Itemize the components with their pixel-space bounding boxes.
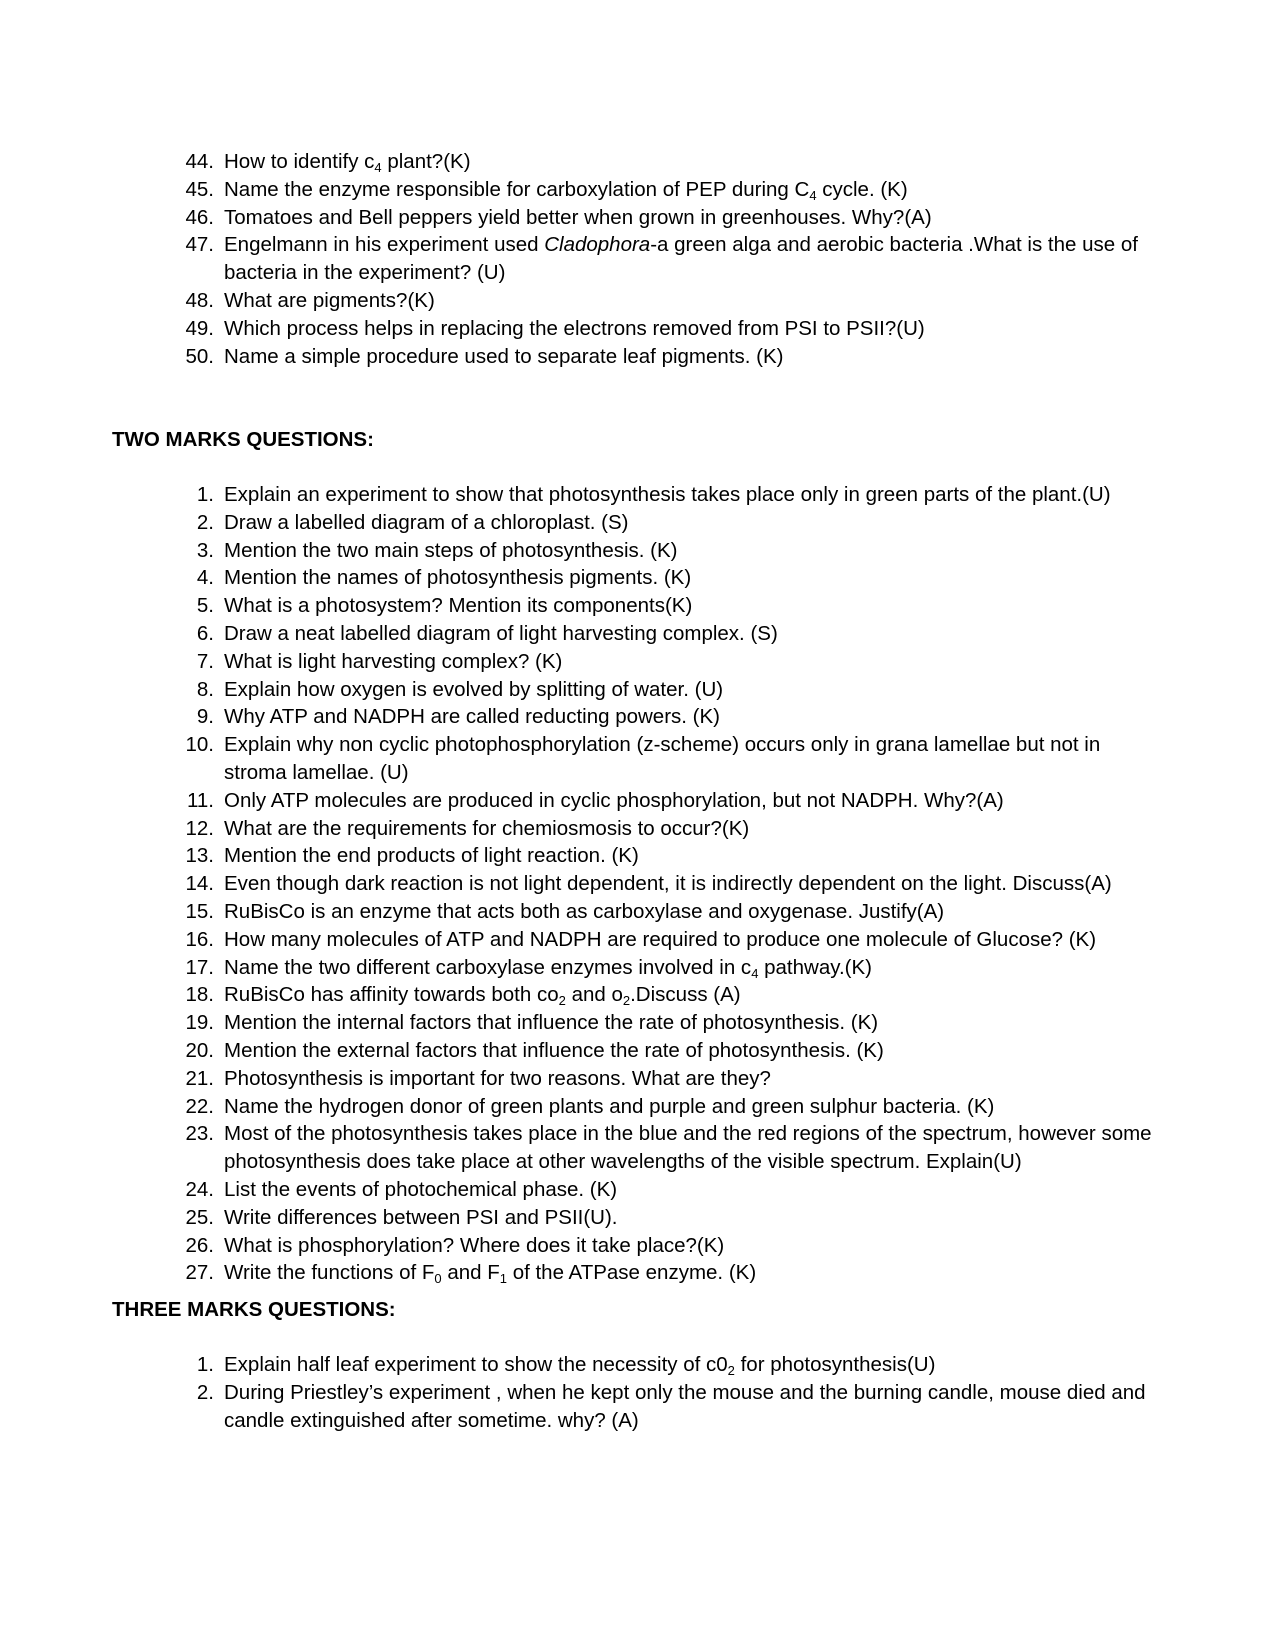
text-run: What are pigments?(K) — [224, 288, 435, 312]
question-text — [224, 148, 1164, 176]
text-run: Mention the two main steps of photosynthesis. (K) — [224, 538, 678, 562]
question-number: 14. — [185, 872, 214, 896]
text-run: Name a simple procedure used to separate leaf pigments. (K) — [224, 344, 784, 368]
question-number: 45. — [185, 177, 214, 201]
question-item — [0, 1120, 1275, 1176]
question-number: 23. — [185, 1122, 214, 1146]
subscript: 4 — [751, 965, 759, 981]
question-text — [224, 898, 1164, 926]
text-run: Tomatoes and Bell peppers yield better when grown in greenhouses. Why?(A) — [224, 205, 932, 229]
question-text — [224, 620, 1164, 648]
question-text — [224, 1204, 1164, 1232]
question-item — [0, 898, 1275, 926]
question-text — [224, 231, 1164, 287]
question-text — [224, 648, 1164, 676]
text-run: Name the two different carboxylase enzymes involved in c — [224, 955, 752, 979]
text-run: What is phosphorylation? Where does it take place?(K) — [224, 1233, 725, 1257]
question-text — [224, 315, 1164, 343]
question-text — [224, 1009, 1164, 1037]
subscript: 0 — [434, 1271, 442, 1287]
question-number: 18. — [185, 983, 214, 1007]
question-number: 5. — [196, 594, 214, 618]
question-item — [0, 842, 1275, 870]
question-text — [224, 1259, 1164, 1287]
text-run: .Discuss (A) — [630, 983, 741, 1007]
question-number: 2. — [196, 510, 214, 534]
question-text — [224, 954, 1164, 982]
question-number: 49. — [185, 316, 214, 340]
question-number: 7. — [196, 649, 214, 673]
question-text — [224, 592, 1164, 620]
text-run: and o — [565, 983, 623, 1007]
question-item — [0, 315, 1275, 343]
question-text — [224, 537, 1164, 565]
question-item — [0, 926, 1275, 954]
question-item — [0, 592, 1275, 620]
question-item — [0, 204, 1275, 232]
question-text — [224, 731, 1164, 787]
text-run: Mention the end products of light reaction. (K) — [224, 844, 639, 868]
question-text — [224, 1093, 1164, 1121]
question-text — [224, 204, 1164, 232]
question-list-continued — [0, 148, 1275, 370]
text-run: RuBisCo is an enzyme that acts both as carboxylase and oxygenase. Justify(A) — [224, 899, 945, 923]
question-number: 17. — [185, 955, 214, 979]
question-item — [0, 676, 1275, 704]
question-number: 44. — [185, 150, 214, 173]
question-item — [0, 509, 1275, 537]
text-run: Mention the external factors that influence the rate of photosynthesis. (K) — [224, 1038, 884, 1062]
text-run: Explain why non cyclic photophosphorylation (z-scheme) occurs only in grana lamellae but not in stroma lamellae. (U) — [224, 733, 1101, 784]
question-item — [0, 1379, 1275, 1435]
question-number: 9. — [196, 705, 214, 729]
question-text — [224, 1037, 1164, 1065]
question-number: 22. — [185, 1094, 214, 1118]
question-text — [224, 1176, 1164, 1204]
question-text — [224, 343, 1164, 371]
question-item — [0, 981, 1275, 1009]
text-run: Which process helps in replacing the electrons removed from PSI to PSII?(U) — [224, 316, 925, 340]
subscript: 4 — [374, 160, 382, 175]
question-item — [0, 703, 1275, 731]
question-list-three-marks — [0, 1351, 1275, 1434]
question-number: 1. — [196, 1353, 214, 1376]
text-run: Draw a neat labelled diagram of light harvesting complex. (S) — [224, 621, 778, 645]
question-number: 47. — [185, 233, 214, 257]
question-item — [0, 870, 1275, 898]
question-text — [224, 1065, 1164, 1093]
question-item — [0, 1259, 1275, 1287]
text-run: Engelmann in his experiment used — [224, 233, 545, 257]
text-run: Explain how oxygen is evolved by splitting of water. (U) — [224, 677, 724, 701]
question-item — [0, 481, 1275, 509]
question-item — [0, 1204, 1275, 1232]
text-run: Most of the photosynthesis takes place in the blue and the red regions of the spectrum, however some photosynthesis does take place at other wavelengths of the visible spectrum. Explain(U) — [224, 1122, 1152, 1174]
italic-term: Cladophora — [544, 233, 651, 257]
question-number: 2. — [196, 1380, 214, 1404]
question-item — [0, 1351, 1275, 1379]
subscript: 2 — [558, 993, 566, 1009]
question-number: 48. — [185, 288, 214, 312]
text-run: Mention the names of photosynthesis pigments. (K) — [224, 566, 692, 590]
text-run: How to identify c — [224, 150, 375, 173]
question-text — [224, 287, 1164, 315]
text-run: What are the requirements for chemiosmosis to occur?(K) — [224, 816, 750, 840]
question-number: 8. — [196, 677, 214, 701]
question-number: 46. — [185, 205, 214, 229]
subscript: 1 — [499, 1271, 507, 1287]
text-run: and F — [441, 1261, 500, 1285]
question-item — [0, 1176, 1275, 1204]
text-run: cycle. (K) — [816, 177, 908, 201]
text-run: Write the functions of F — [224, 1261, 435, 1285]
question-number: 20. — [185, 1038, 214, 1062]
question-text — [224, 787, 1164, 815]
question-item — [0, 787, 1275, 815]
question-number: 27. — [185, 1261, 214, 1285]
question-text — [224, 703, 1164, 731]
text-run: plant?(K) — [381, 150, 471, 173]
question-text — [224, 176, 1164, 204]
question-text — [224, 509, 1164, 537]
question-text — [224, 842, 1164, 870]
text-run: Name the hydrogen donor of green plants and purple and green sulphur bacteria. (K) — [224, 1094, 995, 1118]
text-run: List the events of photochemical phase. (K) — [224, 1177, 618, 1201]
subscript: 2 — [727, 1363, 735, 1378]
question-item — [0, 343, 1275, 371]
question-number: 25. — [185, 1205, 214, 1229]
question-text — [224, 1351, 1164, 1379]
question-text — [224, 981, 1164, 1009]
question-item — [0, 564, 1275, 592]
text-run: Explain an experiment to show that photosynthesis takes place only in green parts of the plant.(U) — [224, 483, 1111, 506]
text-run: Name the enzyme responsible for carboxylation of PEP during C — [224, 177, 810, 201]
text-run: Explain half leaf experiment to show the necessity of c0 — [224, 1353, 728, 1376]
question-text — [224, 926, 1164, 954]
text-run: Draw a labelled diagram of a chloroplast. (S) — [224, 510, 629, 534]
question-text — [224, 564, 1164, 592]
question-text — [224, 1232, 1164, 1260]
question-text — [224, 870, 1164, 898]
question-list-two-marks — [0, 481, 1275, 1287]
text-run: What is a photosystem? Mention its components(K) — [224, 594, 693, 618]
question-item — [0, 148, 1275, 176]
question-item — [0, 1065, 1275, 1093]
text-run: How many molecules of ATP and NADPH are required to produce one molecule of Glucose? (K) — [224, 927, 1097, 951]
text-run: of the ATPase enzyme. (K) — [507, 1261, 757, 1285]
question-number: 1. — [196, 483, 214, 506]
text-run: Why ATP and NADPH are called reducting powers. (K) — [224, 705, 721, 729]
question-text — [224, 815, 1164, 843]
question-number: 13. — [185, 844, 214, 868]
question-item — [0, 176, 1275, 204]
text-run: Mention the internal factors that influence the rate of photosynthesis. (K) — [224, 1011, 879, 1035]
question-item — [0, 1037, 1275, 1065]
question-number: 50. — [185, 344, 214, 368]
question-item — [0, 731, 1275, 787]
question-item — [0, 815, 1275, 843]
text-run: Only ATP molecules are produced in cyclic phosphorylation, but not NADPH. Why?(A) — [224, 788, 1004, 812]
text-run: Photosynthesis is important for two reasons. What are they? — [224, 1066, 771, 1090]
text-run: RuBisCo has affinity towards both co — [224, 983, 559, 1007]
question-number: 19. — [185, 1011, 214, 1035]
question-text — [224, 481, 1164, 509]
question-number: 21. — [185, 1066, 214, 1090]
question-item — [0, 648, 1275, 676]
subscript: 2 — [622, 993, 631, 1009]
question-number: 26. — [185, 1233, 214, 1257]
question-number: 15. — [185, 899, 214, 923]
section-heading-two-marks: TWO MARKS QUESTIONS: — [112, 428, 374, 451]
text-run: pathway.(K) — [758, 955, 872, 979]
question-number: 11. — [187, 788, 214, 812]
question-number: 16. — [185, 927, 214, 951]
question-number: 24. — [185, 1177, 214, 1201]
text-run: Write differences between PSI and PSII(U). — [224, 1205, 618, 1229]
question-item — [0, 1093, 1275, 1121]
question-number: 3. — [196, 538, 214, 562]
question-item — [0, 1009, 1275, 1037]
question-item — [0, 537, 1275, 565]
question-number: 4. — [196, 566, 214, 590]
question-item — [0, 287, 1275, 315]
text-run: for photosynthesis(U) — [734, 1353, 936, 1376]
text-run: -a green alga and aerobic bacteria .What is the use of bacteria in the experiment? (U) — [224, 233, 1138, 285]
question-number: 10. — [185, 733, 214, 757]
subscript: 4 — [809, 187, 817, 203]
question-text — [224, 1379, 1164, 1435]
question-item — [0, 954, 1275, 982]
question-text — [224, 1120, 1164, 1176]
section-heading-three-marks: THREE MARKS QUESTIONS: — [112, 1298, 396, 1321]
question-item — [0, 231, 1275, 287]
text-run: What is light harvesting complex? (K) — [224, 649, 563, 673]
question-item — [0, 620, 1275, 648]
text-run: During Priestley’s experiment , when he kept only the mouse and the burning candle, mouse died and candle extinguished after sometime. why? (A) — [224, 1380, 1146, 1432]
question-text — [224, 676, 1164, 704]
question-number: 12. — [185, 816, 214, 840]
question-item — [0, 1232, 1275, 1260]
text-run: Even though dark reaction is not light dependent, it is indirectly dependent on the light. Discuss(A) — [224, 872, 1112, 896]
question-number: 6. — [196, 621, 214, 645]
